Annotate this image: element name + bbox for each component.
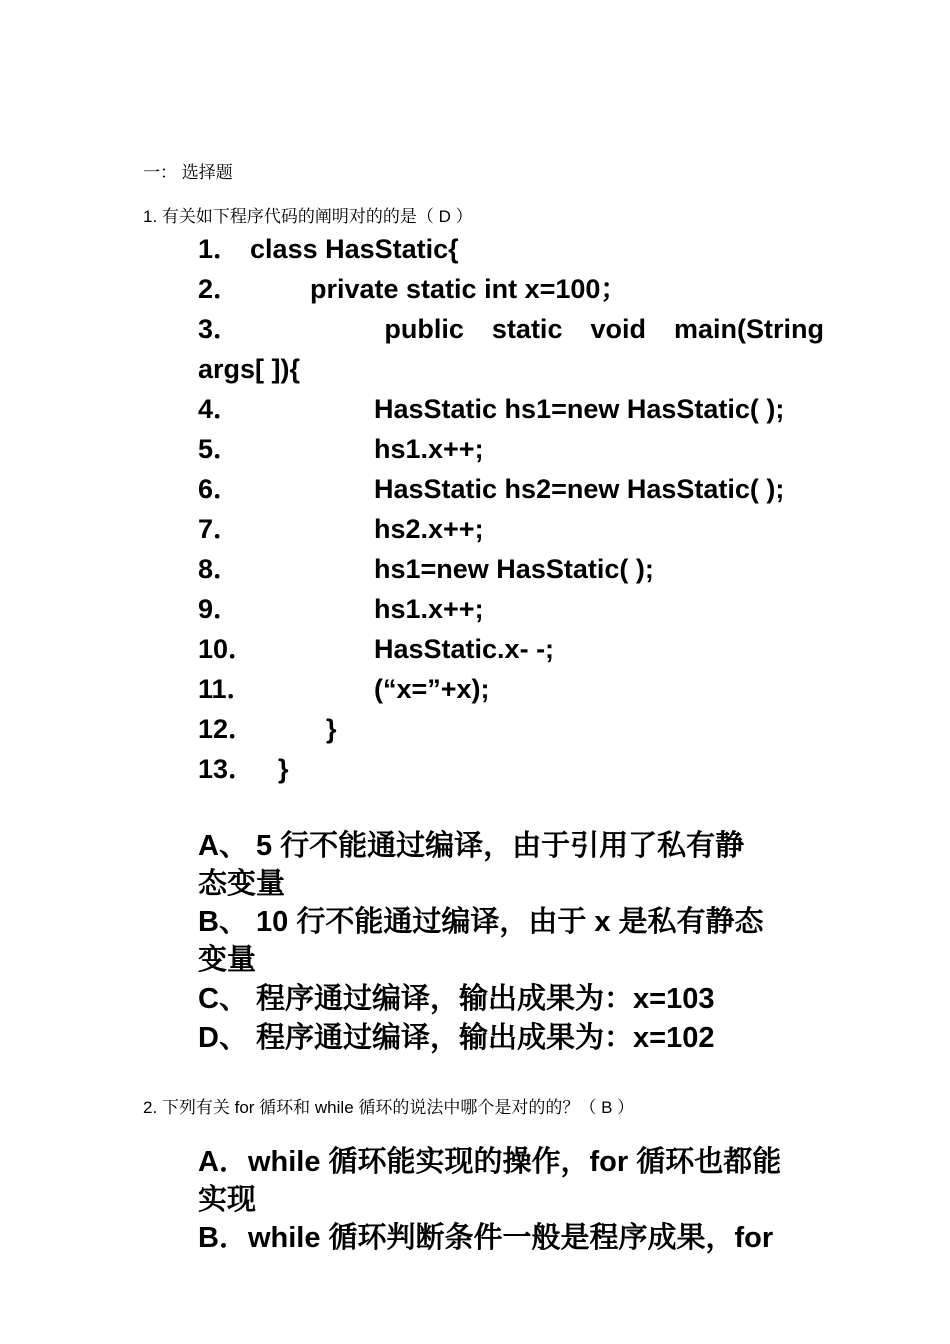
option-c: C、 程序通过编译，输出成果为：x=103 <box>198 983 715 1015</box>
option-d: D、 程序通过编译，输出成果为：x=102 <box>198 1022 715 1054</box>
line-number: 12． <box>198 714 256 744</box>
question-1-stem: 1. 有关如下程序代码的阐明对的的是（ D ） <box>143 207 473 226</box>
line-number: 11． <box>198 674 254 704</box>
code-text: HasStatic hs2=new HasStatic( ); <box>374 474 785 504</box>
code-text: hs1.x++; <box>374 594 484 624</box>
code-text: public static void main(String <box>384 314 824 344</box>
line-number: 10． <box>198 634 256 664</box>
line-number: 8． <box>198 554 241 584</box>
line-number: 1． <box>198 234 241 264</box>
line-number: 3． <box>198 314 241 344</box>
code-text: hs2.x++; <box>374 514 484 544</box>
option-b-line1: B、 10 行不能通过编译，由于 x 是私有静态 <box>198 906 764 938</box>
line-number: 9． <box>198 594 241 624</box>
code-text: class HasStatic{ <box>250 234 459 264</box>
code-text: private static int x=100； <box>310 274 628 304</box>
option-a-line1: A．while 循环能实现的操作，for 循环也都能 <box>198 1146 782 1178</box>
code-text: hs1.x++; <box>374 434 484 464</box>
code-text: (“x=”+x); <box>374 674 490 704</box>
code-text: HasStatic hs1=new HasStatic( ); <box>374 394 785 424</box>
option-a-line1: A、 5 行不能通过编译，由于引用了私有静 <box>198 830 745 862</box>
line-number: 4． <box>198 394 241 424</box>
option-a-line2: 实现 <box>198 1184 257 1216</box>
code-text: } <box>326 714 337 744</box>
line-number: 13． <box>198 754 256 784</box>
code-text: } <box>278 754 289 784</box>
option-b-line2: 变量 <box>198 944 257 976</box>
line-number: 2． <box>198 274 241 304</box>
option-b-line1: B．while 循环判断条件一般是程序成果，for <box>198 1222 774 1254</box>
code-line-justified <box>198 309 824 349</box>
code-text: HasStatic.x- -; <box>374 634 555 664</box>
code-line-continuation: args[ ]){ <box>198 354 301 384</box>
question-2-stem: 2. 下列有关 for 循环和 while 循环的说法中哪个是对的的？（ B ） <box>143 1098 635 1117</box>
option-a-line2: 态变量 <box>198 868 286 900</box>
line-number: 6． <box>198 474 241 504</box>
code-text: hs1=new HasStatic( ); <box>374 554 654 584</box>
section-title: 一： 选择题 <box>143 163 233 182</box>
line-number: 5． <box>198 434 241 464</box>
code-line <box>198 229 459 269</box>
line-number: 7． <box>198 514 241 544</box>
